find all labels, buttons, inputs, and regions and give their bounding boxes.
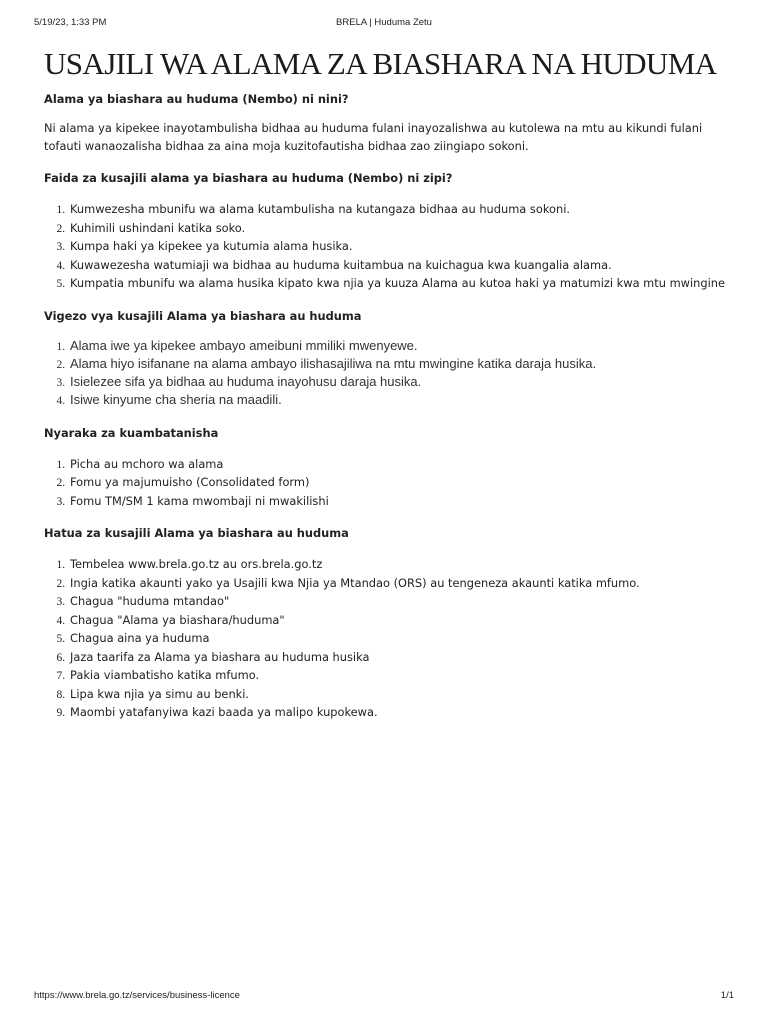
list-item: 3. Fomu TM/SM 1 kama mwombaji ni mwakilishi	[68, 492, 768, 511]
print-header	[34, 17, 734, 31]
print-url: https://www.brela.go.tz/services/business-licence	[34, 990, 240, 1001]
list-item: 3. Kumpa haki ya kipekee ya kutumia alama husika.	[68, 237, 768, 256]
list-item: 4. Chagua "Alama ya biashara/huduma"	[68, 611, 768, 630]
list-item: 2. Fomu ya majumuisho (Consolidated form)	[68, 473, 768, 492]
list-item: 8. Lipa kwa njia ya simu au benki.	[68, 685, 768, 704]
list-item: 3. Isielezee sifa ya bidhaa au huduma inayohusu daraja husika.	[68, 373, 768, 391]
list-item: 1. Picha au mchoro wa alama	[68, 455, 768, 474]
heading-what-is: Alama ya biashara au huduma (Nembo) ni nini?	[44, 92, 349, 106]
heading-criteria: Vigezo vya kusajili Alama ya biashara au huduma	[44, 308, 362, 323]
list-item: 4. Kuwawezesha watumiaji wa bidhaa au huduma kuitambua na kuichagua kwa kuangalia alama.	[68, 256, 768, 275]
list-item: 3. Chagua "huduma mtandao"	[68, 592, 768, 611]
list-item: 1. Alama iwe ya kipekee ambayo ameibuni mmiliki mwenyewe.	[68, 337, 768, 355]
attachments-list	[44, 455, 768, 511]
list-item: 2. Ingia katika akaunti yako ya Usajili kwa Njia ya Mtandao (ORS) au tengeneza akaunti katika mfumo.	[68, 574, 768, 593]
print-date: 5/19/23, 1:33 PM	[34, 17, 107, 28]
list-item: 9. Maombi yatafanyiwa kazi baada ya malipo kupokewa.	[68, 703, 768, 722]
heading-steps: Hatua za kusajili Alama ya biashara au huduma	[44, 526, 349, 540]
document-body	[44, 92, 768, 722]
list-item: 6. Jaza taarifa za Alama ya biashara au huduma husika	[68, 648, 768, 667]
benefits-list	[44, 200, 768, 293]
list-item: 5. Chagua aina ya huduma	[68, 629, 768, 648]
print-page-title: BRELA | Huduma Zetu	[336, 17, 432, 28]
list-item: 1. Kumwezesha mbunifu wa alama kutambulisha na kutangaza bidhaa au huduma sokoni.	[68, 200, 768, 219]
heading-attachments: Nyaraka za kuambatanisha	[44, 425, 219, 440]
steps-list	[44, 555, 768, 722]
list-item: 2. Alama hiyo isifanane na alama ambayo ilishasajiliwa na mtu mwingine katika daraja husika.	[68, 355, 768, 373]
heading-benefits: Faida za kusajili alama ya biashara au huduma (Nembo) ni zipi?	[44, 171, 453, 185]
page-title: USAJILI WA ALAMA ZA BIASHARA NA HUDUMA	[44, 46, 717, 81]
list-item: 2. Kuhimili ushindani katika soko.	[68, 219, 768, 238]
page-count: 1/1	[720, 990, 734, 1001]
list-item: 1. Tembelea www.brela.go.tz au ors.brela.go.tz	[68, 555, 768, 574]
list-item: 4. Isiwe kinyume cha sheria na maadili.	[68, 391, 768, 409]
print-footer	[34, 990, 734, 1004]
definition-line-1: Ni alama ya kipekee inayotambulisha bidhaa au huduma fulani inayozalishwa au kutolewa na mtu au kikundi fulani	[44, 121, 703, 135]
definition-line-2: tofauti wanaozalisha bidhaa za aina moja kuzitofautisha bidhaa zao ziingiapo sokoni.	[44, 139, 529, 153]
list-item: 5. Kumpatia mbunifu wa alama husika kipato kwa njia ya kuuza Alama au kutoa haki ya matumizi kwa mtu mwingine	[68, 274, 768, 293]
criteria-list	[44, 337, 768, 409]
list-item: 7. Pakia viambatisho katika mfumo.	[68, 666, 768, 685]
